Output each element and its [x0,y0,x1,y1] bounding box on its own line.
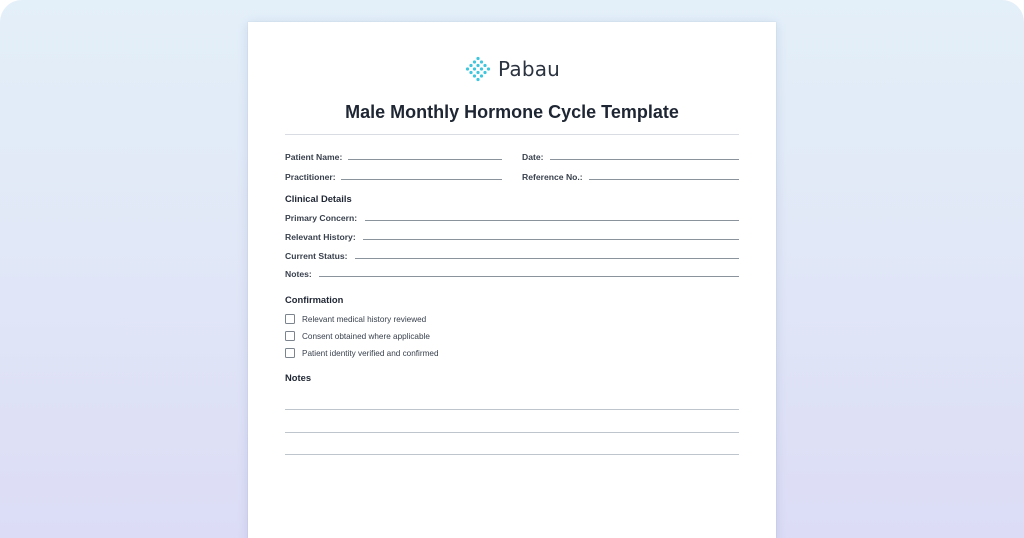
date-label: Date: [522,152,544,162]
checkbox-label: Relevant medical history reviewed [302,314,427,324]
notes-line-1[interactable] [285,409,739,410]
brand-logo [464,56,560,82]
date-line[interactable] [550,159,739,160]
practitioner-label: Practitioner: [285,172,336,182]
form-title: Male Monthly Hormone Cycle Template [345,102,679,122]
reference-no-label: Reference No.: [522,172,583,182]
current-status-line[interactable] [355,258,739,259]
checkbox-label: Patient identity verified and confirmed [302,348,439,358]
patient-name-label: Patient Name: [285,152,343,162]
primary-concern-line[interactable] [365,220,739,221]
primary-concern-label: Primary Concern: [285,213,358,223]
confirmation-item[interactable] [285,330,430,342]
confirmation-heading: Confirmation [285,294,344,305]
reference-no-line[interactable] [589,179,739,180]
checkbox[interactable] [285,314,295,324]
diamond-dots-icon [464,56,492,82]
confirmation-item[interactable] [285,347,439,359]
relevant-history-line[interactable] [363,239,739,240]
brand-name: Pabau [498,57,561,81]
patient-name-line[interactable] [348,159,502,160]
confirmation-item[interactable] [285,313,426,325]
form-sheet [248,22,776,538]
notes-label: Notes: [285,269,312,279]
title-divider [285,134,739,135]
notes-line[interactable] [319,276,739,277]
checkbox-label: Consent obtained where applicable [302,331,430,341]
notes-line-3[interactable] [285,454,739,455]
current-status-label: Current Status: [285,251,348,261]
checkbox[interactable] [285,348,295,358]
relevant-history-label: Relevant History: [285,232,356,242]
notes-line-2[interactable] [285,432,739,433]
notes-heading: Notes [285,372,312,383]
checkbox[interactable] [285,331,295,341]
practitioner-line[interactable] [341,179,502,180]
clinical-details-heading: Clinical Details [285,193,352,204]
